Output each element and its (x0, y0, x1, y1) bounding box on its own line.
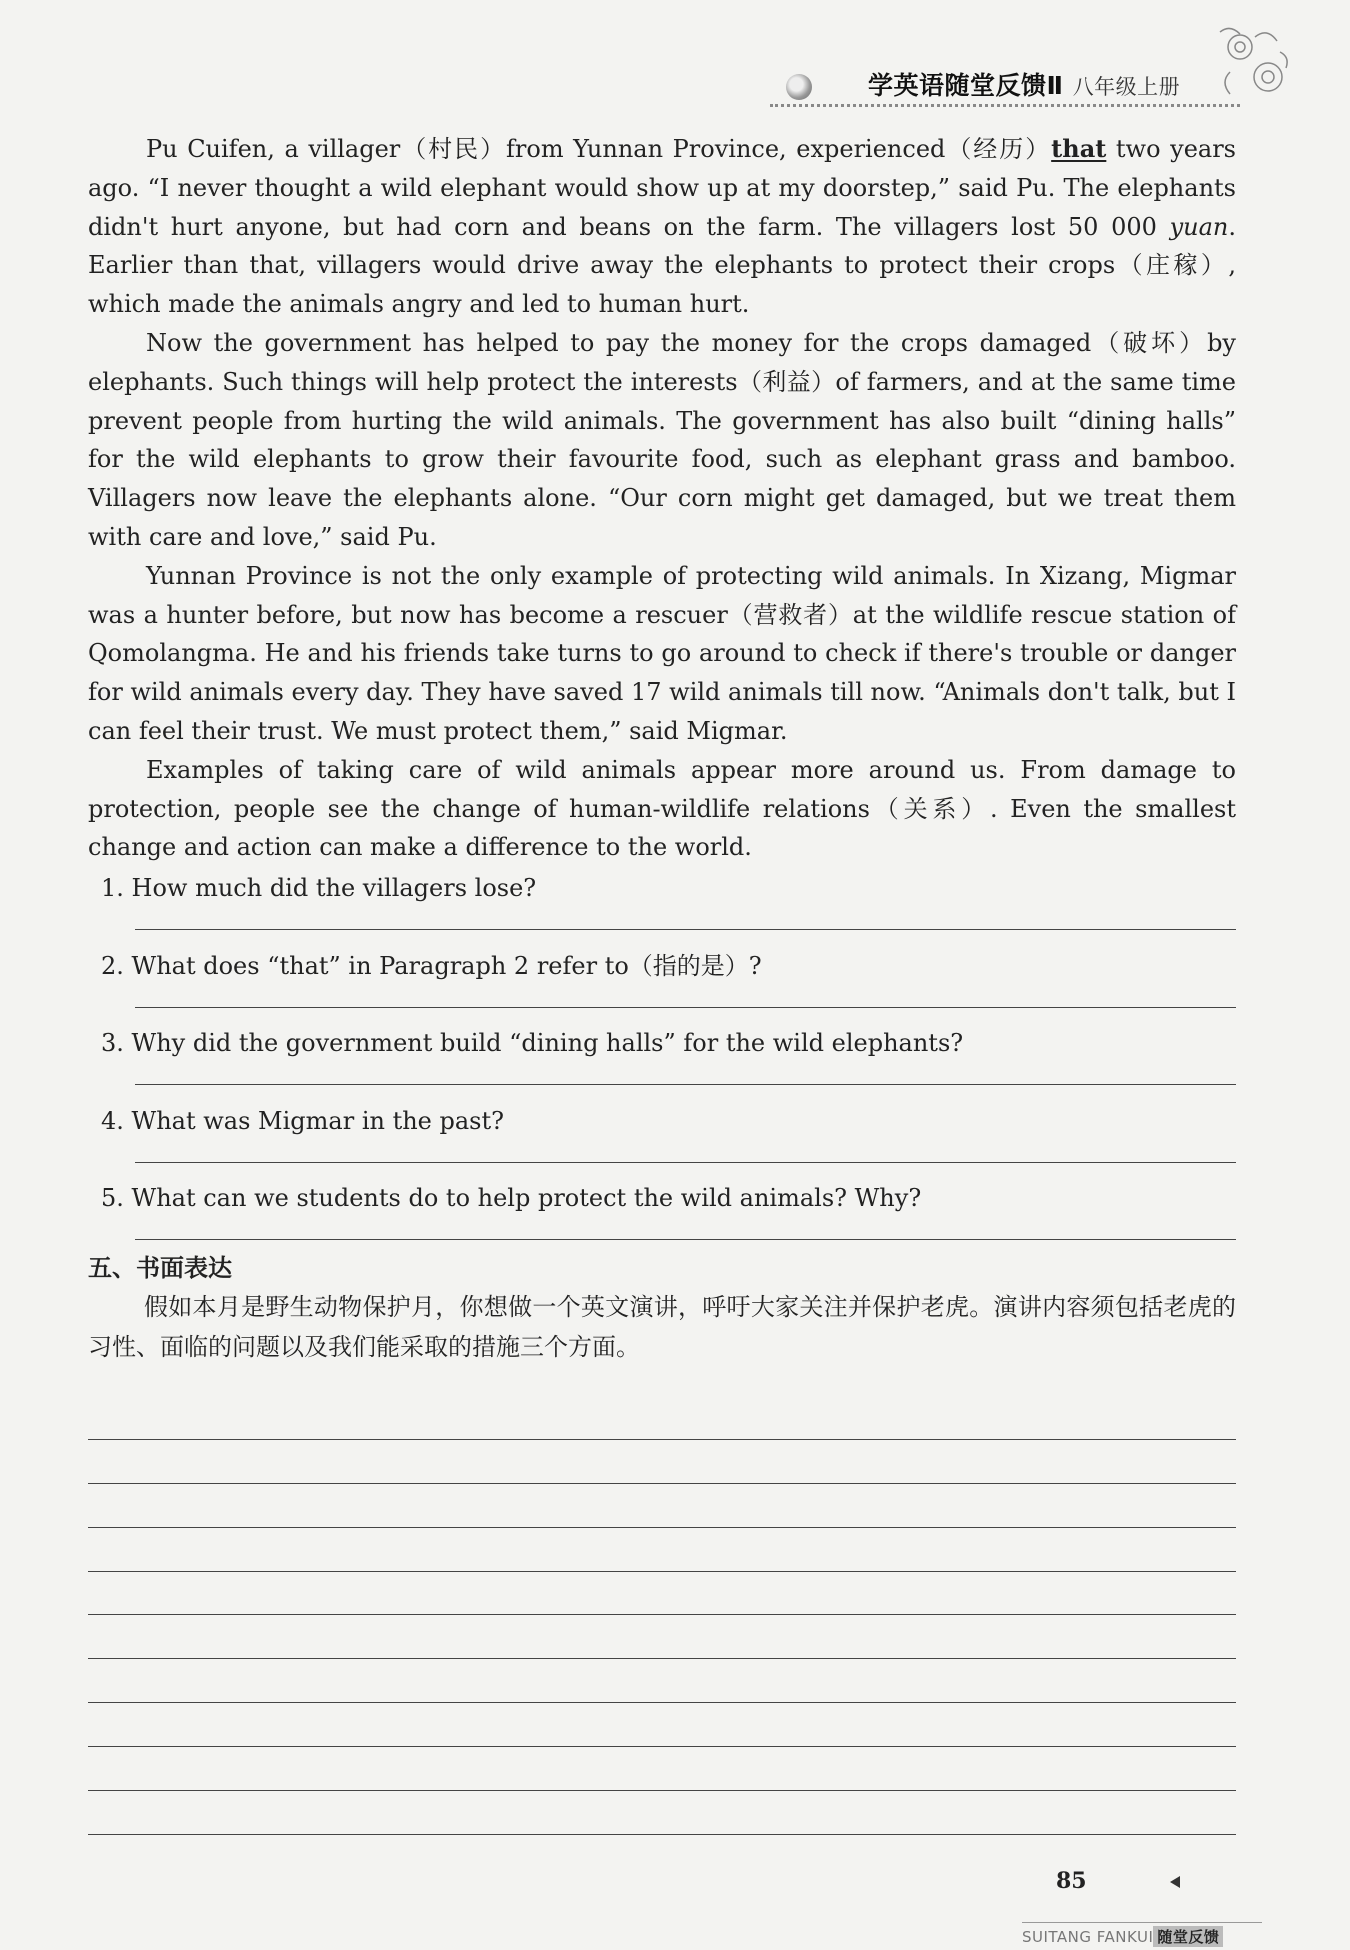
writing-line[interactable] (88, 1703, 1236, 1747)
footer-rule (1022, 1922, 1262, 1923)
question-1 (88, 869, 1236, 947)
writing-line[interactable] (88, 1791, 1236, 1835)
question-text: 4. What was Migmar in the past? (101, 1106, 505, 1135)
footer-tag: 随堂反馈 (1153, 1926, 1223, 1947)
page-number: 85 (1056, 1868, 1087, 1894)
question-4 (88, 1102, 1236, 1180)
currency-yuan: yuan (1169, 212, 1229, 241)
answer-line[interactable] (135, 929, 1236, 930)
header-book-title: 学英语随堂反馈Ⅱ (868, 71, 1064, 100)
footer-brand-text: SUITANG FANKUI (1022, 1928, 1154, 1946)
writing-line[interactable] (88, 1484, 1236, 1528)
page-header (770, 62, 1240, 112)
writing-line[interactable] (88, 1747, 1236, 1791)
paragraph-2: Now the government has helped to pay the money for the crops damaged（破坏）by elephants. Such things will help protect the interests（利益）of farmers, and at the same time prevent people from hurting the wild animals. The government has also built “dining halls” for the wild elephants to grow their favourite food, such as elephant grass and bamboo. Villagers now leave the elephants alone. “Our corn might get damaged, but we treat them with care and love,” said Pu. (88, 328, 1236, 551)
question-text: 3. Why did the government build “dining halls” for the wild elephants? (101, 1029, 964, 1058)
paragraph-1: Pu Cuifen, a villager（村民）from Yunnan Province, experienced（经历）that two years ago. “I never thought a wild elephant would show up at my doorstep,” said Pu. The elephants didn't hurt anyone, but had corn and beans on the farm. The villagers lost 50 000 yuan. Earlier than that, villagers would drive away the elephants to protect their crops（庄稼）, which made the animals angry and led to human hurt. (88, 134, 1236, 319)
arrow-left-icon (1170, 1876, 1180, 1888)
writing-line[interactable] (88, 1396, 1236, 1440)
footer-brand (1022, 1926, 1223, 1947)
writing-area (88, 1396, 1236, 1835)
question-5 (88, 1179, 1236, 1257)
writing-line[interactable] (88, 1659, 1236, 1703)
question-text: 2. What does “that” in Paragraph 2 refer to（指的是）? (101, 951, 762, 980)
writing-line[interactable] (88, 1528, 1236, 1572)
writing-section-title: 五、书面表达 (88, 1253, 232, 1282)
answer-line[interactable] (135, 1162, 1236, 1163)
answer-line[interactable] (135, 1239, 1236, 1240)
writing-line[interactable] (88, 1440, 1236, 1484)
header-title (868, 66, 1180, 102)
reading-passage (88, 130, 1236, 1367)
header-dotted-rule (770, 104, 1240, 107)
question-2 (88, 947, 1236, 1025)
answer-line[interactable] (135, 1007, 1236, 1008)
writing-prompt: 假如本月是野生动物保护月，你想做一个英文演讲，呼吁大家关注并保护老虎。演讲内容须包括老虎的习性、面临的问题以及我们能采取的措施三个方面。 (88, 1292, 1236, 1361)
question-text: 5. What can we students do to help protect the wild animals? Why? (101, 1184, 922, 1213)
flower-decoration-icon (1200, 22, 1300, 112)
paragraph-3: Yunnan Province is not the only example of protecting wild animals. In Xizang, Migmar was a hunter before, but now has become a rescuer（营救者）at the wildlife rescue station of Qomolangma. He and his friends take turns to go around to check if there's trouble or danger for wild animals every day. They have saved 17 wild animals till now. “Animals don't talk, but I can feel their trust. We must protect them,” said Migmar. (88, 561, 1236, 745)
highlighted-word-that: that (1051, 134, 1107, 163)
paragraph-4: Examples of taking care of wild animals appear more around us. From damage to protection, people see the change of human-wildlife relations（关系）. Even the smallest change and action can make a difference to the world. (88, 755, 1236, 862)
question-text: 1. How much did the villagers lose? (101, 874, 537, 903)
writing-line[interactable] (88, 1615, 1236, 1659)
question-3 (88, 1024, 1236, 1102)
answer-line[interactable] (135, 1084, 1236, 1085)
header-badge-icon (786, 74, 812, 100)
question-list (88, 869, 1236, 1257)
writing-line[interactable] (88, 1572, 1236, 1616)
header-grade: 八年级上册 (1072, 75, 1181, 99)
